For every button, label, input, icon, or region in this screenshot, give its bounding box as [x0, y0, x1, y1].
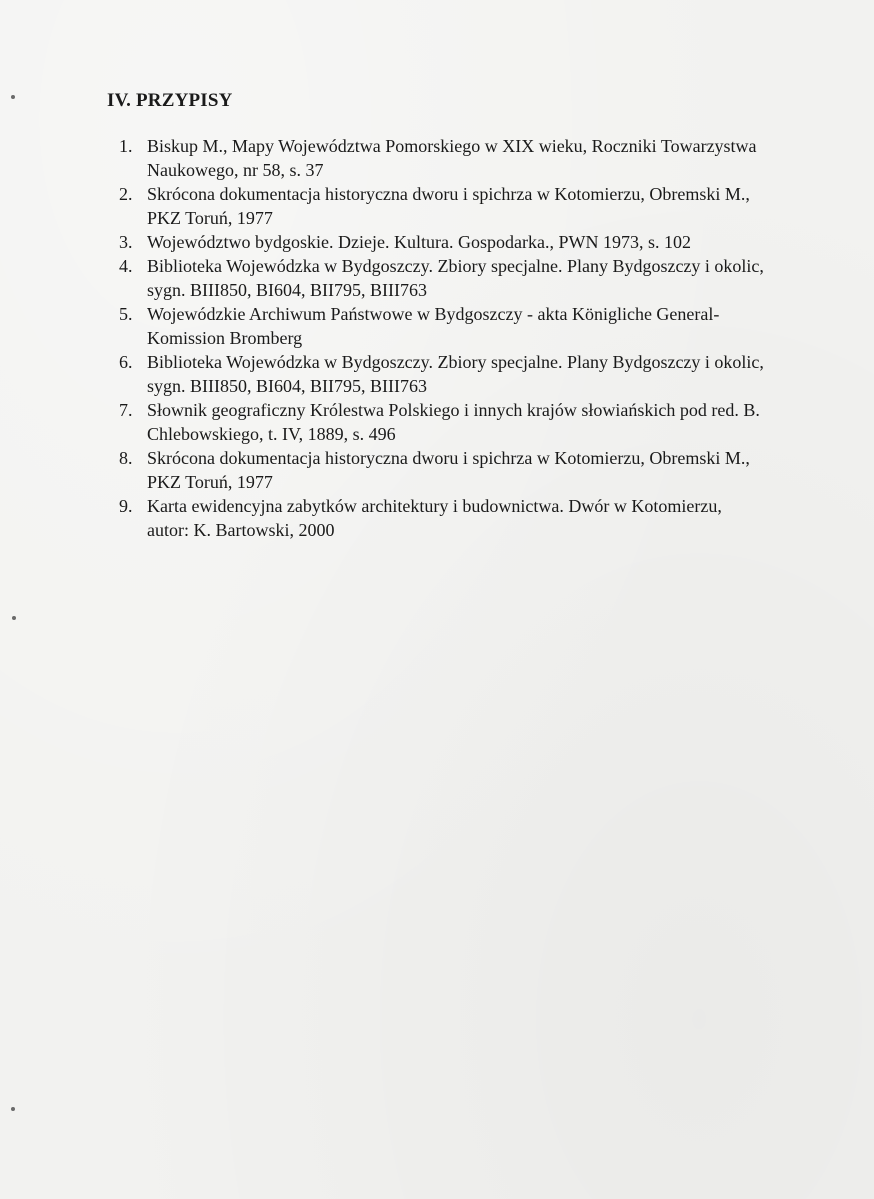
- footnote-text: Biskup M., Mapy Województwa Pomorskiego w XIX wieku, Roczniki Towarzystwa Naukowego, nr 58, s. 37: [147, 136, 757, 180]
- footnote-item: [107, 350, 767, 398]
- footnote-item: [107, 302, 767, 350]
- footnotes-list: [107, 134, 767, 542]
- footnote-text: Skrócona dokumentacja historyczna dworu i spichrza w Kotomierzu, Obremski M., PKZ Toruń, 1977: [147, 448, 750, 492]
- footnote-text: Słownik geograficzny Królestwa Polskiego i innych krajów słowiańskich pod red. B. Chlebowskiego, t. IV, 1889, s. 496: [147, 400, 760, 444]
- footnote-item: [107, 446, 767, 494]
- footnote-number: 7.: [119, 400, 133, 420]
- section-heading: IV. PRZYPISY: [107, 90, 233, 111]
- footnote-number: 5.: [119, 304, 133, 324]
- footnote-text: Województwo bydgoskie. Dzieje. Kultura. Gospodarka., PWN 1973, s. 102: [147, 232, 691, 252]
- footnote-item: [107, 134, 767, 182]
- footnote-item: [107, 182, 767, 230]
- footnote-item: [107, 398, 767, 446]
- footnote-item: [107, 254, 767, 302]
- footnote-number: 9.: [119, 496, 133, 516]
- paper-speck: [12, 616, 16, 620]
- paper-speck: [11, 1107, 15, 1111]
- footnote-number: 3.: [119, 232, 133, 252]
- footnote-text: Biblioteka Wojewódzka w Bydgoszczy. Zbiory specjalne. Plany Bydgoszczy i okolic, sygn. BIII850, BI604, BII795, BIII763: [147, 256, 764, 300]
- footnote-item: [107, 230, 767, 254]
- paper-speck: [11, 95, 15, 99]
- footnote-item: [107, 494, 767, 542]
- footnote-number: 6.: [119, 352, 133, 372]
- footnote-number: 2.: [119, 184, 133, 204]
- footnote-number: 4.: [119, 256, 133, 276]
- footnote-number: 1.: [119, 136, 133, 156]
- footnote-text: Karta ewidencyjna zabytków architektury i budownictwa. Dwór w Kotomierzu, autor: K. Bartowski, 2000: [147, 496, 722, 540]
- footnote-number: 8.: [119, 448, 133, 468]
- footnote-text: Skrócona dokumentacja historyczna dworu i spichrza w Kotomierzu, Obremski M., PKZ Toruń, 1977: [147, 184, 750, 228]
- footnote-text: Biblioteka Wojewódzka w Bydgoszczy. Zbiory specjalne. Plany Bydgoszczy i okolic, sygn. BIII850, BI604, BII795, BIII763: [147, 352, 764, 396]
- footnote-text: Wojewódzkie Archiwum Państwowe w Bydgoszczy - akta Königliche General-Komission Bromberg: [147, 304, 720, 348]
